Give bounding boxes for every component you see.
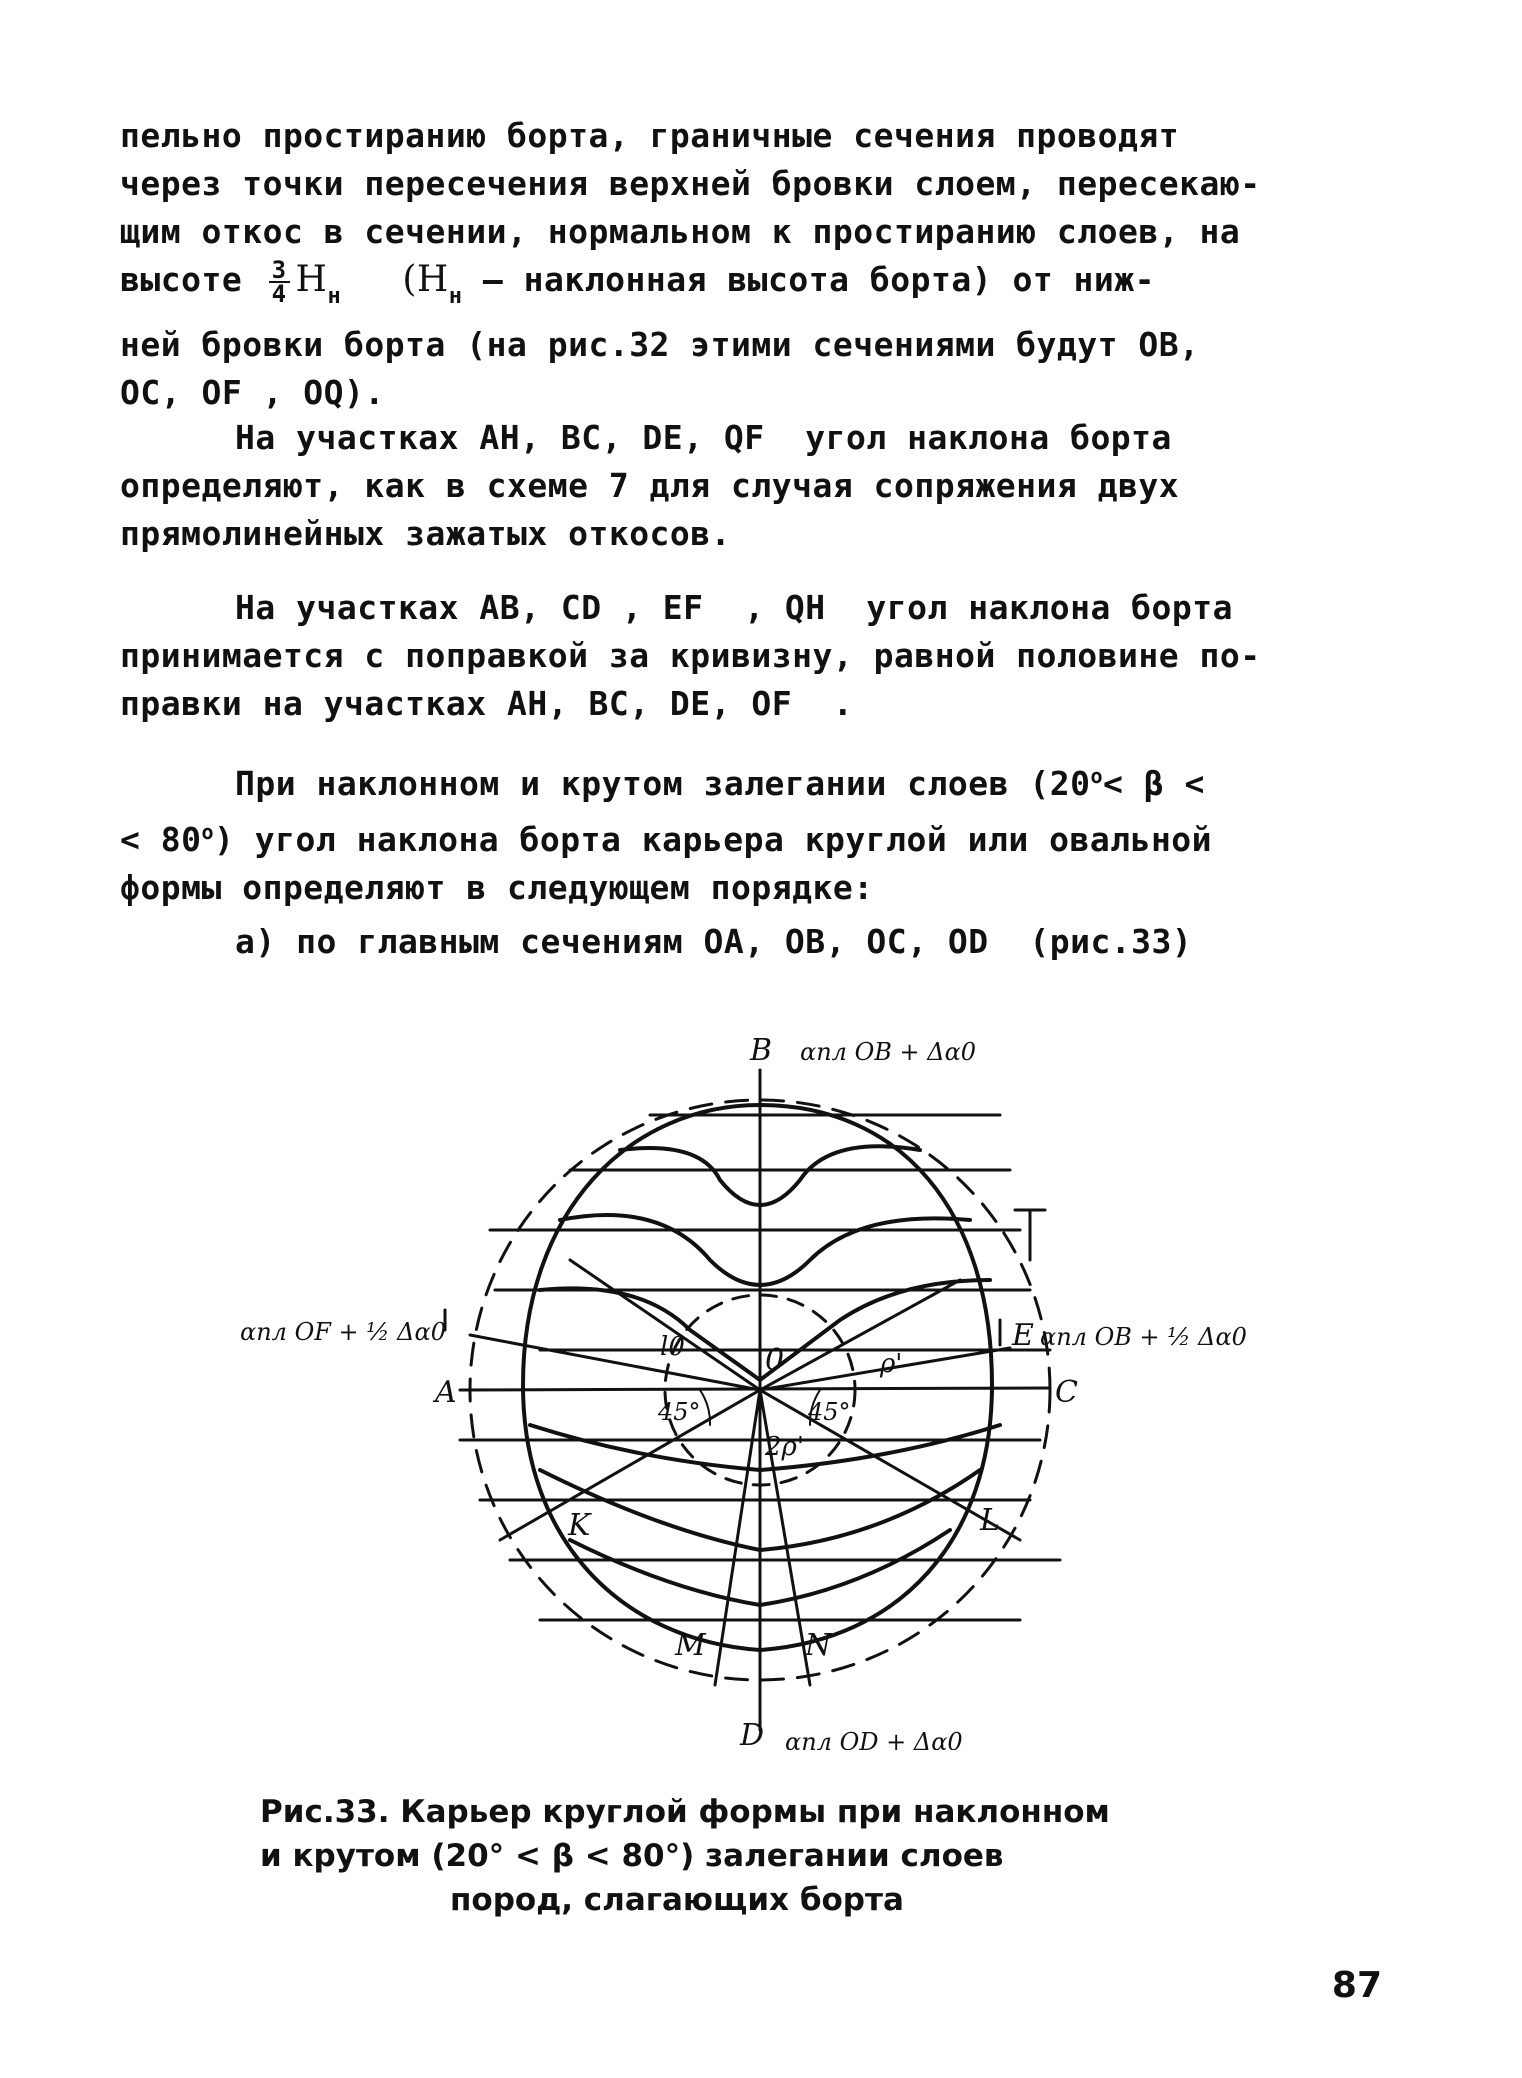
fraction-numerator: 3 — [269, 259, 290, 283]
p4-line-3: формы определяют в следующем порядке: — [120, 868, 874, 907]
p4-line-2 — [120, 808, 1420, 864]
label-e: E — [1012, 1318, 1034, 1353]
p2-line-1: На участках AH, BC, DE, QF угол наклона борта — [235, 418, 1172, 457]
h-subscript: н — [327, 284, 342, 309]
p4-line-2-start: < 80 — [120, 820, 202, 859]
label-l: L — [980, 1503, 1000, 1538]
label-angle-left: 45° — [658, 1398, 701, 1426]
p3-line-3: правки на участках AH, BC, DE, OF . — [120, 684, 854, 723]
p1-line-4-start: высоте — [120, 260, 243, 299]
caption-line-2: и крутом (20° < β < 80°) залегании слоев — [260, 1838, 1004, 1874]
p4-line-1-start: При наклонном и крутом залегании слоев (20 — [235, 764, 1091, 803]
bench-curve — [560, 1215, 970, 1285]
label-n: N — [805, 1628, 832, 1663]
label-a: A — [435, 1375, 457, 1410]
p2-line-3: прямолинейных зажатых откосов. — [120, 514, 732, 553]
quarry-diagram — [240, 1030, 1310, 1750]
paragraph-1 — [120, 112, 1420, 417]
p1-line-5: ней бровки борта (на рис.32 этими сечениями будут OB, — [120, 325, 1200, 364]
fraction-3-4 — [269, 255, 290, 308]
bench-curve — [620, 1146, 920, 1205]
p1-line-6: OC, OF , OQ). — [120, 373, 385, 412]
label-two-rho: 2ρ' — [765, 1432, 804, 1462]
p3-line-2: принимается с поправкой за кривизну, равной половине по- — [120, 636, 1261, 675]
paragraph-2 — [120, 414, 1420, 558]
p1-line-4-end: – наклонная высота борта) от ниж- — [482, 260, 1156, 299]
h-symbol: H — [295, 259, 328, 300]
label-t: T — [240, 1030, 241, 1031]
paragraph-5 — [120, 918, 1420, 966]
p1-line-1: пельно простиранию борта, граничные сечения проводят — [120, 116, 1180, 155]
annotation-right: αпл OB + ½ Δα0 — [1040, 1323, 1247, 1351]
paragraph-3 — [120, 584, 1420, 728]
p5-line-1: а) по главным сечениям OA, OB, OC, OD (рис.33) — [235, 922, 1193, 961]
figure-caption — [260, 1790, 1360, 1922]
caption-line-3: пород, слагающих борта — [450, 1882, 904, 1918]
page-number: 87 — [1331, 1965, 1382, 2006]
p1-line-4 — [120, 256, 1420, 321]
p1-line-2: через точки пересечения верхней бровки слоем, пересекаю- — [120, 164, 1261, 203]
h-paren-subscript: н — [448, 284, 463, 309]
caption-line-1: Рис.33. Карьер круглой формы при наклонном — [260, 1794, 1110, 1830]
p4-line-1-mid: < β < — [1103, 764, 1205, 803]
ray-om — [715, 1390, 760, 1685]
label-angle-right: 45° — [808, 1398, 851, 1426]
p4-line-2-end: ) угол наклона борта карьера круглой или овальной — [214, 820, 1213, 859]
label-m: M — [675, 1628, 706, 1663]
label-c: C — [1055, 1375, 1078, 1410]
label-d: D — [740, 1718, 765, 1750]
fraction-denominator: 4 — [271, 279, 287, 308]
label-l0: l0 — [660, 1332, 685, 1362]
label-b: B — [750, 1033, 773, 1068]
p1-line-3: щим откос в сечении, нормальном к простиранию слоев, на — [120, 212, 1241, 251]
label-rho: ρ' — [880, 1349, 903, 1379]
degree-mark-1: о — [1090, 764, 1103, 788]
annotation-bottom: αпл OD + Δα0 — [785, 1728, 963, 1750]
p4-line-1 — [120, 752, 1420, 808]
annotation-top: αпл OB + Δα0 — [800, 1038, 977, 1066]
annotation-left: αпл OF + ½ Δα0 — [240, 1318, 446, 1346]
label-o: 0 — [765, 1343, 785, 1378]
label-k: K — [568, 1508, 591, 1543]
ray-of — [470, 1335, 760, 1390]
p2-line-2: определяют, как в схеме 7 для случая сопряжения двух — [120, 466, 1180, 505]
p3-line-1: На участках AB, CD , EF , QH угол наклона борта — [235, 588, 1234, 627]
paragraph-4 — [120, 752, 1420, 912]
h-paren: (H — [402, 259, 449, 300]
degree-mark-2: о — [201, 820, 215, 844]
